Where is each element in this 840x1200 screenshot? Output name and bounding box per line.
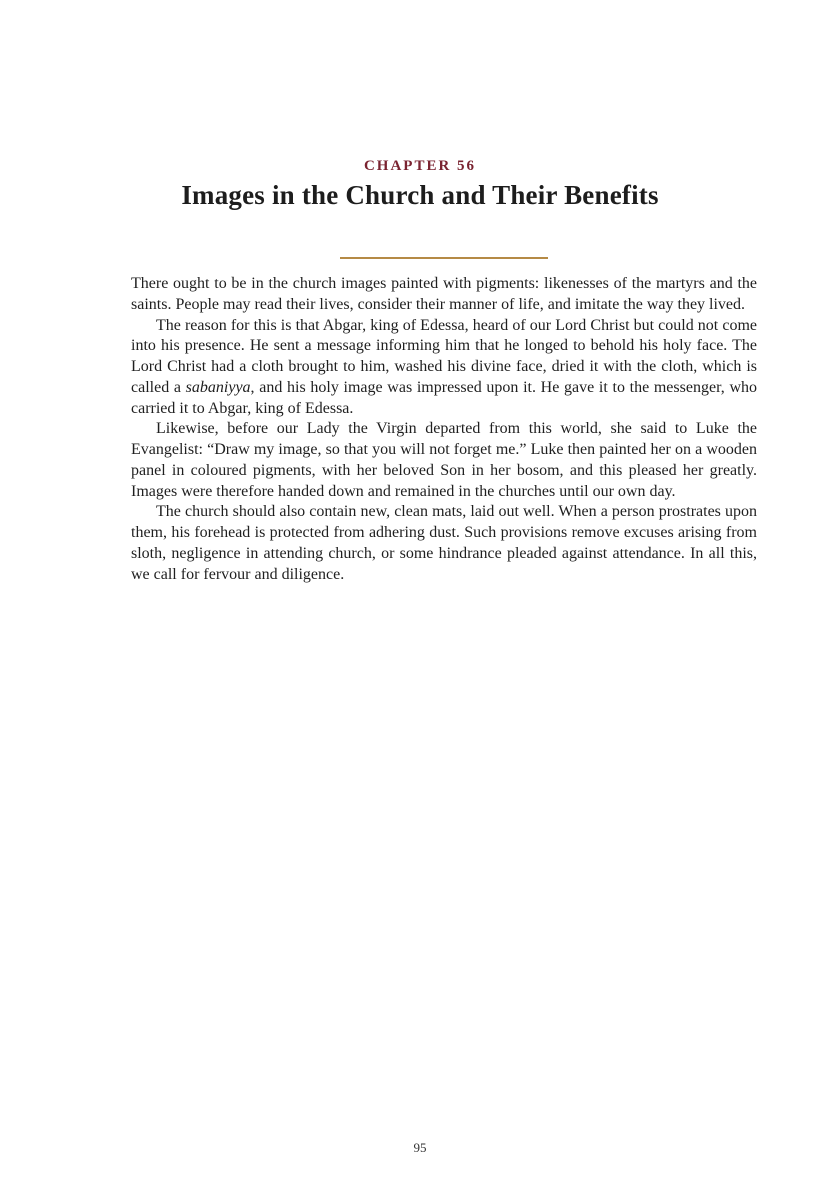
body-paragraph: The church should also contain new, clean mats, laid out well. When a person prostrates upon them, his forehead is protected from adhering dust. Such provisions remove excuses arising from sloth, negligence in attending church, or some hindrance pleaded against attendance. In all this, we call for fervour and diligence. [131, 503, 757, 583]
paragraph-text: , and his holy image was impressed upon it. He gave it to the messenger, who carried it to Abgar, king of Edessa. [131, 378, 757, 417]
paragraph-text: The reason for this is that Abgar, king of Edessa, heard of our Lord Christ but could not come into his presence. He sent a message informing him that he longed to behold his holy face. The Lord Christ had a cloth brought to him, washed his divine face, dried it with the cloth, which is called a [131, 316, 757, 396]
chapter-body [131, 274, 757, 585]
title-divider [340, 257, 548, 259]
chapter-title: Images in the Church and Their Benefits [181, 180, 659, 210]
italic-term: sabaniyya [185, 378, 251, 396]
body-paragraph: There ought to be in the church images painted with pigments: likenesses of the martyrs and the saints. People may read their lives, consider their manner of life, and imitate the way they lived. [131, 275, 757, 313]
body-paragraph: Likewise, before our Lady the Virgin departed from this world, she said to Luke the Evangelist: “Draw my image, so that you will not forget me.” Luke then painted her on a wooden panel in coloured pigments, with her beloved Son in her bosom, and this pleased her greatly. Images were therefore handed down and remained in the churches until our own day. [131, 420, 757, 500]
chapter-number: CHAPTER 56 [363, 158, 477, 174]
page-number: 95 [413, 1140, 427, 1155]
body-paragraph [131, 316, 757, 420]
